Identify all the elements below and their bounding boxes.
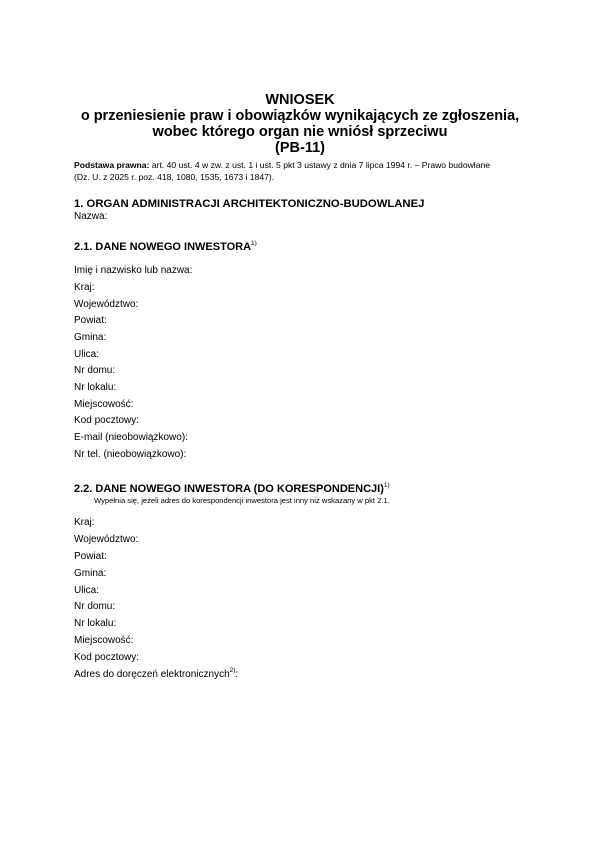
field-label: Kraj: [74, 517, 95, 528]
field-label: Kod pocztowy: [74, 652, 140, 663]
legal-basis-line-1 [74, 160, 490, 171]
field-label: Ulica: [74, 349, 100, 360]
form-code: (PB-11) [275, 140, 325, 156]
field-label: Miejscowość: [74, 399, 134, 410]
edelivery-address-label [74, 668, 238, 681]
field-label: Nr lokalu: [74, 618, 117, 629]
section-2-2-note: Wypełnia się, jeżeli adres do korespondencji inwestora jest inny niż wskazany w pkt 2.1. [94, 496, 390, 505]
legal-basis-label: Podstawa prawna: [74, 160, 150, 170]
field-label: Województwo: [74, 534, 139, 545]
field-label: Nr tel. (nieobowiązkowo): [74, 449, 187, 460]
authority-name-label: Nazwa: [74, 211, 108, 222]
field-label: Miejscowość: [74, 635, 134, 646]
field-label: Imię i nazwisko lub nazwa: [74, 265, 193, 276]
form-subtitle-line-2: wobec którego organ nie wniósł sprzeciwu [152, 124, 448, 140]
field-label: Gmina: [74, 332, 107, 343]
field-label: Ulica: [74, 585, 100, 596]
footnote-ref: 1) [251, 240, 257, 247]
section-2-1-title [74, 240, 257, 254]
edelivery-label-colon: : [235, 669, 239, 680]
legal-basis-line-2: (Dz. U. z 2025 r. poz. 418, 1080, 1535, 1673 i 1847). [74, 172, 275, 182]
field-label: Kod pocztowy: [74, 415, 140, 426]
section-2-1-title-text: 2.1. DANE NOWEGO INWESTORA [74, 241, 252, 253]
section-2-2-title-text: 2.2. DANE NOWEGO INWESTORA (DO KORESPONDENCJI) [74, 483, 384, 495]
field-label: Gmina: [74, 568, 107, 579]
field-label: Powiat: [74, 551, 107, 562]
footnote-ref: 2) [229, 667, 236, 674]
field-label: Nr lokalu: [74, 382, 117, 393]
section-1-title: 1. ORGAN ADMINISTRACJI ARCHITEKTONICZNO-BUDOWLANEJ [74, 198, 425, 210]
form-title: WNIOSEK [265, 92, 335, 108]
field-label: Województwo: [74, 299, 139, 310]
section-2-2-title [74, 482, 390, 496]
field-label: Powiat: [74, 315, 107, 326]
legal-basis-text: art. 40 ust. 4 w zw. z ust. 1 i ust. 5 pkt 3 ustawy z dnia 7 lipca 1994 r. – Prawo budowlane [151, 160, 491, 170]
field-label: Nr domu: [74, 601, 116, 612]
field-label: Nr domu: [74, 365, 116, 376]
form-subtitle-line-1: o przeniesienie praw i obowiązków wynikających ze zgłoszenia, [80, 108, 520, 124]
field-label: E-mail (nieobowiązkowo): [74, 432, 188, 443]
footnote-ref: 1) [383, 482, 390, 489]
edelivery-label-text: Adres do doręczeń elektronicznych [74, 669, 230, 680]
field-label: Kraj: [74, 282, 95, 293]
